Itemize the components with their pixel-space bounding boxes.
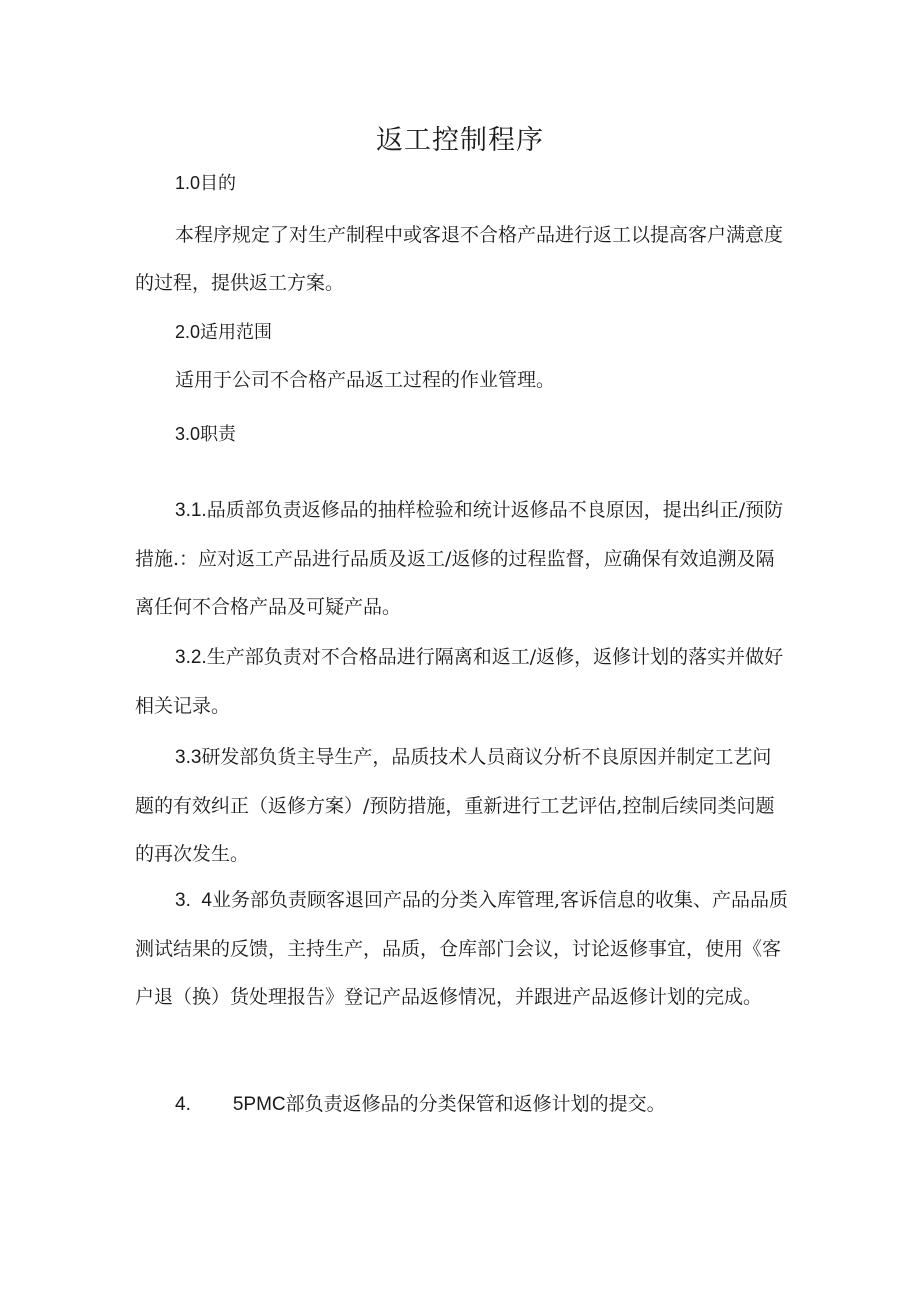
item-number-b: 5PMC — [232, 1094, 286, 1115]
document-title: 返工控制程序 — [376, 125, 544, 156]
pmc-paragraph — [135, 1080, 790, 1129]
section-label: 目的 — [200, 173, 237, 194]
item-number: 3.1. — [175, 500, 207, 521]
item-number-a: 4. — [175, 1094, 191, 1115]
item-text: 研发部负货主导生产，品质技术人员商议分析不良原因并制定工艺问题的有效纠正（返修方案）/预防措施，重新进行工艺评估,控制后续同类问题的再次发生。 — [135, 746, 775, 865]
purpose-paragraph: 本程序规定了对生产制程中或客退不合格产品进行返工以提高客户满意度的过程，提供返工方案。 — [135, 224, 784, 294]
responsibility-item-production — [135, 633, 790, 730]
item-number: 3. 4 — [175, 890, 212, 911]
item-number: 3.2. — [175, 647, 207, 668]
scope-paragraph: 适用于公司不合格产品返工过程的作业管理。 — [175, 369, 556, 391]
responsibility-item-business — [135, 876, 790, 1021]
item-text: 品质部负责返修品的抽样检验和统计返修品不良原因，提出纠正/预防措施.：应对返工产品进行品质及返工/返修的过程监督，应确保有效追溯及隔离任何不合格产品及可疑产品。 — [135, 499, 784, 618]
section-label: 职责 — [200, 424, 237, 445]
section-number: 3.0 — [175, 424, 201, 444]
section-number: 1.0 — [175, 173, 201, 193]
section-heading-purpose — [175, 169, 236, 198]
item-number: 3.3 — [175, 747, 202, 768]
responsibility-item-quality — [135, 486, 790, 631]
item-text: 业务部负责顾客退回产品的分类入库管理,客诉信息的收集、产品品质测试结果的反馈，主持生产，品质，仓库部门会议，讨论返修事宜，使用《客户退（换）货处理报告》登记产品返修情况，并跟进产品返修计划的完成。 — [135, 889, 789, 1008]
section-label: 适用范围 — [200, 322, 273, 343]
responsibility-item-rnd — [135, 733, 790, 878]
item-text: 生产部负责对不合格品进行隔离和返工/返修，返修计划的落实并做好相关记录。 — [135, 646, 784, 717]
item-text: 部负责返修品的分类保管和返修计划的提交。 — [285, 1093, 666, 1115]
section-heading-responsibility — [175, 420, 236, 449]
section-heading-scope — [175, 318, 272, 347]
section-number: 2.0 — [175, 322, 201, 342]
